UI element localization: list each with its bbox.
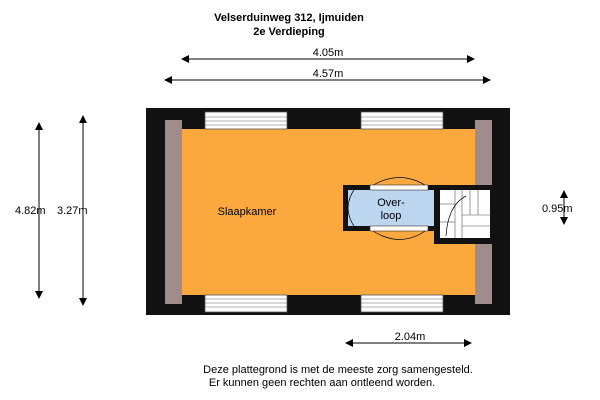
window-bottom-left — [205, 295, 287, 312]
window-top-left — [205, 112, 287, 129]
window-bottom-right — [361, 295, 443, 312]
floor-title: 2e Verdieping — [253, 26, 325, 38]
inner-width-dimension — [182, 47, 474, 59]
landing-label-line2: loop — [380, 210, 402, 222]
disclaimer-line2: Er kunnen geen rechten aan ontleend worden. — [208, 377, 436, 389]
outer-width-label: 4.57m — [312, 68, 344, 80]
disclaimer-line1: Deze plattegrond is met de meeste zorg samengesteld. — [203, 364, 473, 376]
bedroom-label: Slaapkamer — [217, 206, 277, 218]
address-title: Velserduinweg 312, Ijmuiden — [214, 12, 364, 24]
outer-width-dimension — [165, 68, 490, 80]
roof-slope-left — [165, 120, 182, 304]
bottom-width-label: 2.04m — [394, 331, 426, 343]
inner-depth-label: 3.27m — [57, 205, 88, 217]
inner-width-label: 4.05m — [312, 47, 344, 59]
landing-height-label: 0.95m — [542, 203, 573, 215]
landing-label-line1: Over- — [377, 197, 405, 209]
window-top-right — [361, 112, 443, 129]
bottom-width-dimension — [346, 331, 471, 343]
staircase — [434, 185, 495, 244]
outer-depth-label: 4.82m — [15, 205, 46, 217]
